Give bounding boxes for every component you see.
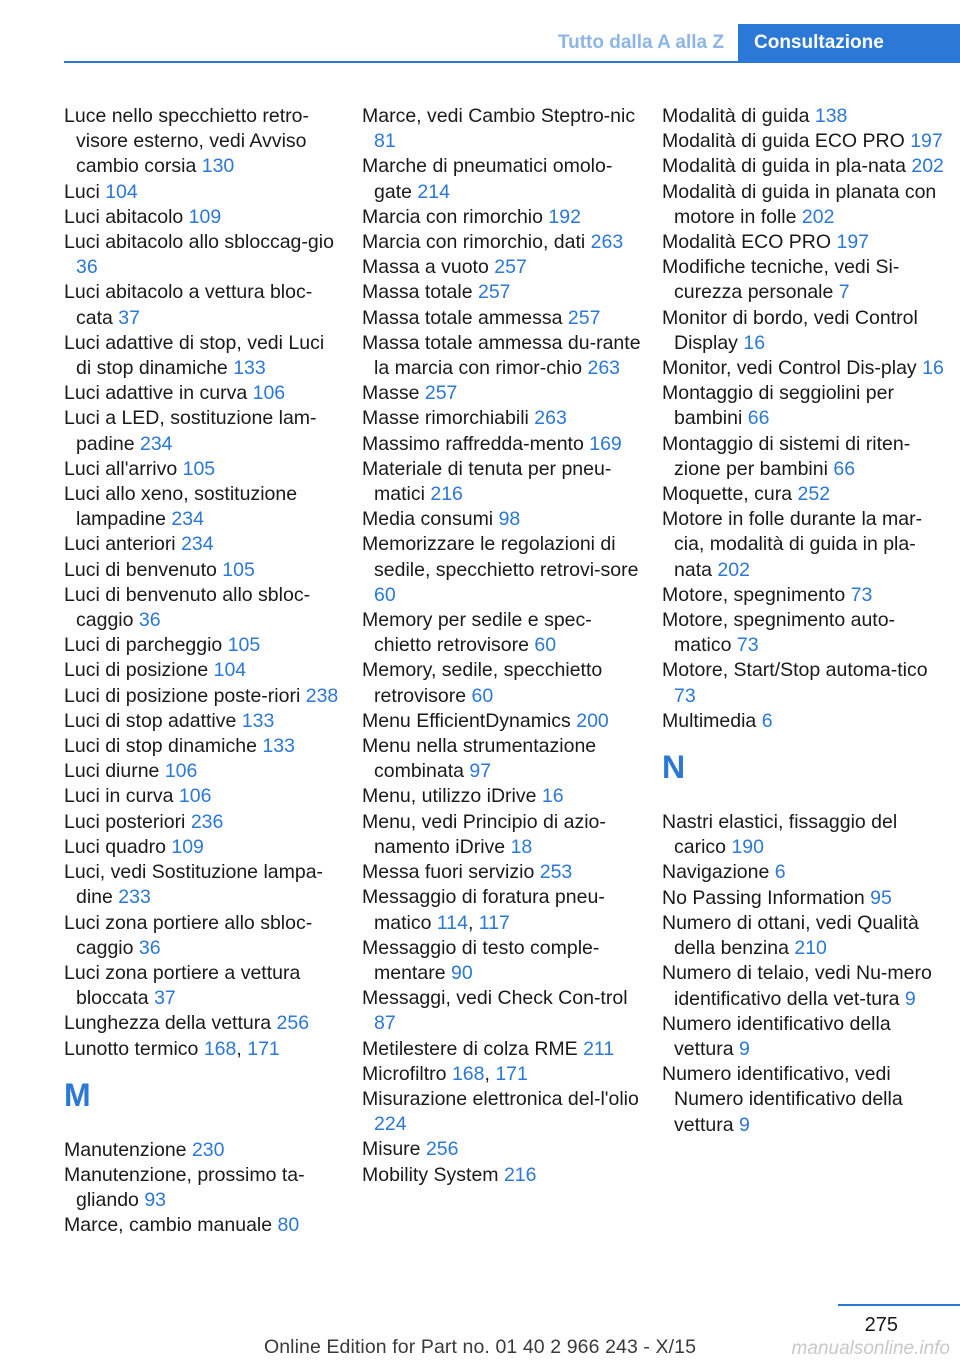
page-reference-link[interactable]: 105 bbox=[227, 634, 261, 657]
page-reference-link[interactable]: 263 bbox=[534, 407, 567, 430]
page-reference-link[interactable]: 263 bbox=[590, 231, 624, 254]
index-entry: Messaggio di foratura pneu-matico 114, 117 bbox=[362, 886, 605, 934]
index-term: Messaggi, vedi Check Con-trol bbox=[362, 987, 628, 1010]
page-reference-link[interactable]: 168 bbox=[203, 1037, 237, 1060]
page-number: 275 bbox=[864, 1314, 898, 1336]
index-column-1 bbox=[64, 104, 344, 1239]
index-term: Metilestere di colza RME bbox=[362, 1037, 578, 1060]
index-term: Modalità di guida in planata con motore in folle bbox=[662, 180, 937, 228]
index-entry bbox=[362, 734, 644, 784]
page-reference-link[interactable]: 106 bbox=[252, 382, 286, 405]
index-entry bbox=[64, 709, 344, 734]
index-entry bbox=[64, 104, 344, 180]
index-entry bbox=[64, 331, 344, 381]
page-reference-link[interactable]: 37 bbox=[118, 306, 140, 329]
index-entry bbox=[64, 482, 344, 532]
page-reference-link[interactable]: 106 bbox=[164, 760, 198, 783]
index-entry bbox=[662, 230, 944, 255]
page-reference-link[interactable]: 7 bbox=[838, 281, 850, 304]
index-entry bbox=[64, 961, 344, 1011]
index-entry bbox=[662, 886, 944, 911]
index-entry bbox=[64, 205, 344, 230]
footer-rule bbox=[838, 1304, 960, 1306]
index-entry bbox=[362, 1087, 644, 1137]
index-term: Modalità ECO PRO bbox=[662, 231, 832, 254]
index-term: Luce nello specchietto retro-visore esterno, vedi Avviso cambio corsia bbox=[64, 105, 309, 178]
page-reference-link[interactable]: 16 bbox=[541, 785, 564, 808]
index-term: Motore, Start/Stop automa-tico bbox=[662, 659, 928, 682]
index-term: Marche di pneumatici omolo-gate bbox=[362, 155, 613, 203]
index-term: Modifiche tecniche, vedi Si-curezza personale bbox=[662, 256, 900, 304]
index-entry bbox=[362, 255, 644, 280]
page-reference-link[interactable]: 73 bbox=[736, 634, 759, 657]
index-term: Luci adattive di stop, vedi Luci di stop dinamiche bbox=[64, 331, 325, 380]
watermark: manualsonline.info bbox=[791, 1338, 950, 1359]
page-reference-link[interactable]: 133 bbox=[233, 357, 266, 380]
index-term: Massa a vuoto bbox=[362, 256, 489, 279]
index-entry bbox=[662, 1012, 944, 1062]
index-entry bbox=[362, 230, 644, 255]
index-term: Moquette, cura bbox=[662, 483, 793, 506]
page-reference-link[interactable]: 104 bbox=[105, 180, 138, 203]
index-entry bbox=[362, 1037, 644, 1062]
index-column-3 bbox=[662, 104, 944, 1138]
page-reference-link[interactable]: 257 bbox=[477, 281, 511, 304]
index-entry bbox=[64, 406, 344, 456]
index-term: Menu nella strumentazione combinata bbox=[362, 735, 597, 783]
page-reference-link[interactable]: 36 bbox=[76, 256, 98, 279]
header-tabs bbox=[544, 24, 960, 62]
index-term: Luci abitacolo bbox=[64, 205, 184, 228]
page-reference-link[interactable]: 114 bbox=[436, 911, 468, 934]
index-term: Luci di stop adattive bbox=[64, 709, 237, 732]
index-term: Nastri elastici, fissaggio del carico bbox=[662, 811, 898, 859]
index-entry bbox=[64, 1011, 344, 1036]
index-entry bbox=[64, 583, 344, 633]
page-reference-link[interactable]: 106 bbox=[178, 785, 212, 808]
index-entry bbox=[662, 180, 944, 230]
index-entry bbox=[64, 230, 344, 280]
page-reference-link[interactable]: 257 bbox=[424, 382, 458, 405]
page-reference-link[interactable]: 171 bbox=[247, 1037, 280, 1060]
index-entry bbox=[64, 558, 344, 583]
index-term: Materiale di tenuta per pneu-matici bbox=[362, 457, 612, 506]
index-term: Luci diurne bbox=[64, 760, 160, 783]
index-entry bbox=[64, 180, 344, 205]
index-entry bbox=[362, 331, 644, 381]
index-letter-heading: N bbox=[662, 749, 686, 786]
index-entry bbox=[662, 961, 944, 1011]
index-term: Modalità di guida in pla-nata bbox=[662, 155, 906, 178]
page-reference-link[interactable]: 87 bbox=[374, 1012, 396, 1035]
page-reference-link[interactable]: 234 bbox=[181, 533, 214, 556]
index-entry bbox=[362, 1163, 644, 1188]
index-term: Luci, vedi Sostituzione lampa-dine bbox=[64, 861, 324, 909]
page-reference-link[interactable]: 37 bbox=[154, 987, 176, 1010]
index-entry bbox=[362, 432, 644, 457]
index-term: Menu, vedi Principio di azio-namento iDrive bbox=[362, 810, 606, 858]
page-reference-link[interactable]: 197 bbox=[910, 130, 943, 153]
page-reference-link[interactable]: 257 bbox=[494, 256, 527, 279]
index-term: Manutenzione bbox=[64, 1138, 187, 1161]
index-term: Massa totale bbox=[362, 281, 473, 304]
index-entry bbox=[64, 280, 344, 330]
index-entry bbox=[64, 911, 344, 961]
page-reference-link[interactable]: 256 bbox=[425, 1138, 459, 1161]
index-entry bbox=[362, 532, 644, 608]
page-reference-link[interactable]: 257 bbox=[567, 306, 601, 329]
index-term: Luci in curva bbox=[64, 785, 174, 808]
page-reference-link[interactable]: 202 bbox=[717, 558, 750, 581]
page-reference-link[interactable]: 192 bbox=[548, 205, 581, 228]
index-term: Messaggio di foratura pneu-matico bbox=[362, 886, 605, 934]
index-term: Mobility System bbox=[362, 1163, 499, 1186]
index-entry bbox=[64, 1213, 344, 1238]
index-entry bbox=[64, 633, 344, 658]
index-entry bbox=[362, 608, 644, 658]
index-entry bbox=[362, 406, 644, 431]
index-entry bbox=[662, 860, 944, 885]
header-rule bbox=[64, 61, 960, 63]
index-entry bbox=[362, 280, 644, 305]
index-entry bbox=[64, 734, 344, 759]
page-reference-link[interactable]: 171 bbox=[495, 1062, 528, 1085]
index-entry bbox=[362, 936, 644, 986]
index-term: Luci a LED, sostituzione lam-padine bbox=[64, 407, 317, 455]
index-term: Microfiltro bbox=[362, 1062, 447, 1085]
edition-info: Online Edition for Part no. 01 40 2 966 243 - X/15 bbox=[263, 1336, 697, 1358]
index-entry bbox=[64, 684, 344, 709]
index-entry bbox=[662, 356, 944, 381]
page-reference-link[interactable]: 9 bbox=[739, 1113, 750, 1136]
index-term: Luci abitacolo allo sbloccag-gio bbox=[64, 231, 334, 254]
page-reference-link[interactable]: 197 bbox=[836, 231, 870, 254]
index-term: Luci di benvenuto allo sbloc-caggio bbox=[64, 583, 311, 632]
index-term: Memorizzare le regolazioni di sedile, specchietto retrovi-sore bbox=[362, 533, 639, 581]
index-term: Massa totale ammessa bbox=[362, 306, 563, 329]
page-reference-link[interactable]: 60 bbox=[534, 634, 557, 657]
index-entry bbox=[362, 860, 644, 885]
page-reference-link[interactable]: 263 bbox=[587, 357, 621, 380]
index-term: Messa fuori servizio bbox=[362, 861, 535, 884]
page-reference-link[interactable]: 105 bbox=[222, 558, 255, 581]
page-reference-link[interactable]: 216 bbox=[503, 1163, 537, 1186]
index-entry bbox=[662, 482, 944, 507]
page-header bbox=[0, 0, 960, 62]
index-entry bbox=[362, 104, 644, 154]
index-term: Memory, sedile, specchietto retrovisore bbox=[362, 659, 603, 707]
page-reference-link[interactable]: 6 bbox=[774, 861, 786, 884]
page-reference-link[interactable]: 202 bbox=[801, 205, 835, 228]
index-entry bbox=[362, 810, 644, 860]
index-entry bbox=[362, 1137, 644, 1162]
page-reference-link[interactable]: 169 bbox=[589, 432, 622, 455]
index-term: Luci allo xeno, sostituzione lampadine bbox=[64, 483, 298, 531]
index-entry bbox=[362, 986, 644, 1036]
index-entry bbox=[662, 255, 944, 305]
page-reference-link[interactable]: 214 bbox=[417, 180, 450, 203]
index-entry bbox=[362, 154, 644, 204]
index-entry bbox=[362, 205, 644, 230]
index-entry bbox=[662, 154, 944, 179]
page-reference-link[interactable]: 216 bbox=[430, 483, 463, 506]
index-entry bbox=[662, 306, 944, 356]
index-term: Motore, spegnimento auto-matico bbox=[662, 609, 896, 657]
page-reference-link[interactable]: 95 bbox=[870, 886, 892, 909]
index-entry bbox=[64, 381, 344, 406]
index-entry bbox=[64, 658, 344, 683]
index-term: Luci all'arrivo bbox=[64, 457, 178, 480]
index-entry bbox=[64, 810, 344, 835]
page-reference-link[interactable]: 9 bbox=[904, 987, 916, 1010]
index-term: Media consumi bbox=[362, 508, 494, 531]
index-term: Manutenzione, prossimo ta-gliando bbox=[64, 1163, 305, 1212]
index-entry bbox=[362, 507, 644, 532]
index-term: Numero identificativo della vettura bbox=[662, 1012, 891, 1060]
index-entry bbox=[362, 306, 644, 331]
index-entry: Microfiltro 168, 171 bbox=[362, 1062, 528, 1085]
chapter-title: Consultazione bbox=[738, 24, 960, 62]
index-term: Messaggio di testo comple-mentare bbox=[362, 936, 600, 984]
index-entry bbox=[64, 1163, 344, 1213]
index-term: Luci di benvenuto bbox=[64, 558, 217, 581]
page-reference-link[interactable]: 60 bbox=[471, 684, 494, 707]
index-term: Masse rimorchiabili bbox=[362, 407, 529, 430]
index-term: Luci abitacolo a vettura bloc-cata bbox=[64, 281, 313, 329]
index-term: Monitor di bordo, vedi Control Display bbox=[662, 306, 918, 354]
index-term: Massimo raffredda-mento bbox=[362, 432, 584, 455]
index-entry bbox=[362, 381, 644, 406]
page-reference-link[interactable]: 256 bbox=[276, 1012, 310, 1035]
page-reference-link[interactable]: 200 bbox=[576, 709, 609, 732]
page-reference-link[interactable]: 97 bbox=[469, 760, 492, 783]
index-term: Menu, utilizzo iDrive bbox=[362, 785, 537, 808]
index-entry bbox=[64, 860, 344, 910]
index-term: Marcia con rimorchio bbox=[362, 205, 543, 228]
section-title: Tutto dalla A alla Z bbox=[544, 24, 738, 62]
index-term: Memory per sedile e spec-chietto retrovisore bbox=[362, 609, 592, 657]
page-reference-link[interactable]: 230 bbox=[191, 1138, 225, 1161]
index-entry bbox=[362, 784, 644, 809]
page-reference-link[interactable]: 224 bbox=[374, 1113, 407, 1136]
page-reference-link[interactable]: 202 bbox=[911, 155, 944, 178]
index-entry bbox=[362, 709, 644, 734]
page-reference-link[interactable]: 233 bbox=[118, 886, 151, 909]
index-term: Motore in folle durante la mar-cia, modalità di guida in pla-nata bbox=[662, 508, 923, 581]
page-reference-link[interactable]: 234 bbox=[139, 432, 173, 455]
page-reference-link[interactable]: 73 bbox=[674, 684, 696, 707]
index-term: Marcia con rimorchio, dati bbox=[362, 231, 586, 254]
index-term: Montaggio di seggiolini per bambini bbox=[662, 382, 894, 430]
page-reference-link[interactable]: 133 bbox=[241, 709, 275, 732]
page-reference-link[interactable]: 36 bbox=[138, 936, 161, 959]
index-term: Luci quadro bbox=[64, 835, 166, 858]
index-entry bbox=[64, 835, 344, 860]
index-term: Luci anteriori bbox=[64, 533, 176, 556]
index-entry bbox=[64, 532, 344, 557]
page-reference-link[interactable]: 133 bbox=[262, 735, 295, 758]
page-reference-link[interactable]: 18 bbox=[510, 835, 533, 858]
index-entry bbox=[662, 911, 944, 961]
page-reference-link[interactable]: 210 bbox=[794, 937, 827, 960]
index-letter-heading: M bbox=[64, 1076, 91, 1113]
index-column-2 bbox=[362, 104, 644, 1188]
index-term: Luci adattive in curva bbox=[64, 382, 248, 405]
page-reference-link[interactable]: 6 bbox=[761, 709, 773, 732]
index-entry bbox=[64, 784, 344, 809]
page-reference-link[interactable]: 168 bbox=[451, 1062, 485, 1085]
page-reference-link[interactable]: 238 bbox=[305, 684, 339, 707]
page-reference-link[interactable]: 73 bbox=[850, 583, 873, 606]
index-entry bbox=[662, 129, 944, 154]
index-entry bbox=[362, 457, 644, 507]
index-term: Modalità di guida bbox=[662, 105, 810, 127]
page-reference-link[interactable]: 98 bbox=[498, 508, 521, 531]
index-entry bbox=[662, 810, 944, 860]
index-term: Menu EfficientDynamics bbox=[362, 709, 571, 732]
page-reference-link[interactable]: 234 bbox=[171, 508, 204, 531]
index-term: Marce, vedi Cambio Steptro-nic bbox=[362, 105, 636, 127]
index-term: Massa totale ammessa du-rante la marcia con rimor-chio bbox=[362, 331, 641, 380]
index-term: Numero di ottani, vedi Qualità della benzina bbox=[662, 911, 919, 960]
index-term: Lunghezza della vettura bbox=[64, 1012, 272, 1035]
page-reference-link[interactable]: 60 bbox=[374, 583, 396, 606]
index-entry bbox=[362, 658, 644, 708]
page-reference-link[interactable]: 9 bbox=[739, 1037, 750, 1060]
page-reference-link[interactable]: 81 bbox=[374, 130, 396, 153]
index-entry bbox=[662, 432, 944, 482]
index-entry bbox=[662, 507, 944, 583]
index-entry: Lunotto termico 168, 171 bbox=[64, 1037, 280, 1060]
page-reference-link[interactable]: 36 bbox=[138, 609, 161, 632]
index-entry bbox=[662, 658, 944, 708]
index-term: Luci zona portiere allo sbloc-caggio bbox=[64, 911, 313, 959]
index-term: Montaggio di sistemi di riten-zione per bambini bbox=[662, 432, 911, 480]
index-term: Masse bbox=[362, 382, 420, 405]
index-term: No Passing Information bbox=[662, 886, 865, 909]
index-term: Misure bbox=[362, 1138, 421, 1161]
page-reference-link[interactable]: 190 bbox=[731, 836, 764, 859]
page-reference-link[interactable]: 66 bbox=[747, 407, 770, 430]
page-reference-link[interactable]: 93 bbox=[144, 1189, 167, 1212]
page-reference-link[interactable]: 66 bbox=[833, 457, 856, 480]
index-term: Luci di posizione bbox=[64, 659, 209, 682]
index-entry bbox=[64, 457, 344, 482]
index-entry bbox=[662, 104, 944, 129]
index-term: Navigazione bbox=[662, 861, 770, 884]
index-term: Luci zona portiere a vettura bloccata bbox=[64, 961, 301, 1010]
index-entry bbox=[662, 381, 944, 431]
index-term: Luci di parcheggio bbox=[64, 634, 223, 657]
page-reference-link[interactable]: 236 bbox=[190, 810, 224, 833]
index-term: Multimedia bbox=[662, 709, 757, 732]
page-reference-link[interactable]: 109 bbox=[188, 205, 222, 228]
page-reference-link[interactable]: 138 bbox=[814, 105, 848, 127]
index-term: Luci di posizione poste-riori bbox=[64, 684, 301, 707]
index-entry bbox=[662, 608, 944, 658]
index-term: Modalità di guida ECO PRO bbox=[662, 130, 905, 153]
page-reference-link[interactable]: 117 bbox=[478, 911, 510, 934]
page-reference-link[interactable]: 109 bbox=[171, 835, 204, 858]
index-entry bbox=[64, 759, 344, 784]
index-entry bbox=[662, 709, 944, 734]
index-term: Motore, spegnimento bbox=[662, 583, 846, 606]
page-reference-link[interactable]: 16 bbox=[743, 331, 766, 354]
page-reference-link[interactable]: 211 bbox=[583, 1037, 615, 1060]
index-term: Lunotto termico bbox=[64, 1037, 199, 1060]
page-reference-link[interactable]: 104 bbox=[213, 659, 247, 682]
index-entry bbox=[64, 1138, 344, 1163]
index-term: Misurazione elettronica del-l'olio bbox=[362, 1087, 639, 1110]
index-term: Marce, cambio manuale bbox=[64, 1214, 273, 1237]
index-term: Monitor, vedi Control Dis-play bbox=[662, 357, 917, 380]
index-entry bbox=[662, 583, 944, 608]
index-term: Luci di stop dinamiche bbox=[64, 735, 257, 758]
index-term: Numero di telaio, vedi Nu-mero identificativo della vet-tura bbox=[662, 962, 932, 1010]
page-reference-link[interactable]: 90 bbox=[450, 961, 473, 984]
page-reference-link[interactable]: 130 bbox=[201, 155, 235, 178]
page-reference-link[interactable]: 80 bbox=[277, 1214, 300, 1237]
page-reference-link[interactable]: 253 bbox=[539, 861, 573, 884]
page-reference-link[interactable]: 16 bbox=[922, 357, 944, 380]
index-term: Luci bbox=[64, 180, 100, 203]
index-term: Numero identificativo, vedi Numero identificativo della vettura bbox=[662, 1063, 903, 1136]
index-entry bbox=[662, 1062, 944, 1138]
index-term: Luci posteriori bbox=[64, 810, 186, 833]
page-reference-link[interactable]: 105 bbox=[182, 457, 216, 480]
page-reference-link[interactable]: 252 bbox=[797, 483, 831, 506]
